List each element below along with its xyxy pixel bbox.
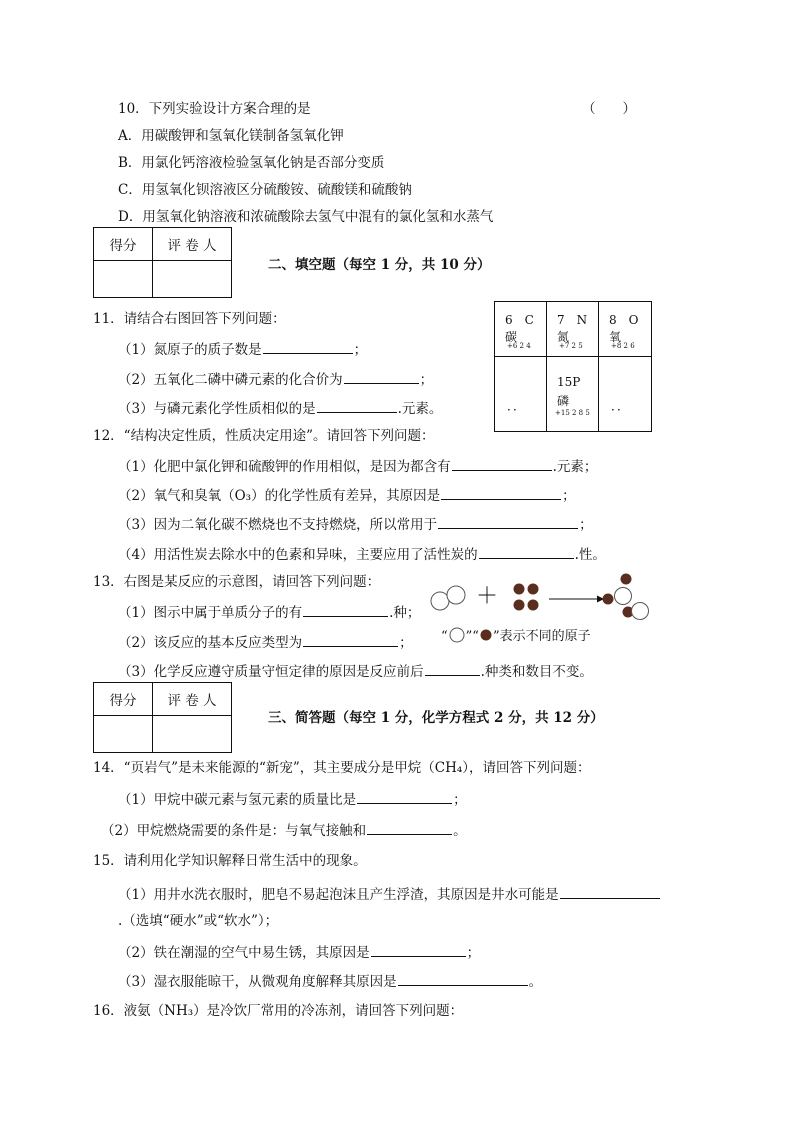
q13-part1: （1）图示中属于单质分子的有 .种； bbox=[118, 602, 420, 622]
q12-part2: （2）氧气和臭氧（O₃）的化学性质有差异，其原因是 ； bbox=[118, 485, 576, 505]
white-atom-icon bbox=[448, 627, 466, 643]
q10-option-c: C．用氢氧化钡溶液区分硫酸铵、硫酸镁和硫酸钠 bbox=[118, 182, 412, 198]
grader-header: 评 卷 人 bbox=[153, 683, 232, 716]
answer-blank[interactable] bbox=[317, 398, 397, 413]
answer-blank[interactable] bbox=[438, 514, 578, 529]
answer-blank[interactable] bbox=[441, 485, 561, 500]
element-cell-carbon: 6 C 碳 +6 2 4 bbox=[495, 302, 547, 357]
element-cell-oxygen: 8 O 氧 +8 2 6 bbox=[599, 302, 651, 357]
q10-answer-paren: （ ） bbox=[582, 101, 636, 117]
element-cell-blank-1: ．． bbox=[495, 357, 547, 431]
q14-part1: （1）甲烷中碳元素与氢元素的质量比是 ； bbox=[118, 789, 467, 809]
score-cell bbox=[94, 261, 153, 298]
atom-legend: “ ”“ ”表示不同的原子 bbox=[441, 629, 591, 644]
q14-stem: 14．“页岩气”是未来能源的“新宠”，其主要成分是甲烷（CH₄），请回答下列问题： bbox=[93, 760, 591, 776]
q15-part1-cont: .（选填“硬水”或“软水”）； bbox=[118, 913, 279, 929]
dark-atom-icon bbox=[479, 628, 493, 642]
element-cell-blank-2: ．． bbox=[611, 399, 630, 413]
q11-part3: （3）与磷元素化学性质相似的是 .元素。 bbox=[118, 398, 442, 418]
answer-blank[interactable] bbox=[303, 632, 398, 647]
answer-blank[interactable] bbox=[357, 789, 452, 804]
answer-blank[interactable] bbox=[344, 369, 419, 384]
q11-part2: （2）五氧化二磷中磷元素的化合价为 ； bbox=[118, 369, 433, 389]
atom-structure-diagram: +6 2 4 bbox=[507, 342, 531, 350]
q13-part3: （3）化学反应遵守质量守恒定律的原因是反应前后 .种类和数目不变。 bbox=[118, 661, 593, 681]
answer-blank[interactable] bbox=[371, 942, 466, 957]
plus-sign: ＋ bbox=[476, 584, 499, 609]
section-3-title: 三、简答题（每空 1 分，化学方程式 2 分，共 12 分） bbox=[268, 710, 604, 726]
q14-part2: （2）甲烷燃烧需要的条件是：与氧气接触和 。 bbox=[101, 820, 467, 840]
atom-structure-diagram: +7 2 5 bbox=[559, 342, 583, 350]
q10-option-a: A．用碳酸钾和氢氧化镁制备氢氧化钾 bbox=[118, 128, 344, 144]
section-2-title: 二、填空题（每空 1 分，共 10 分） bbox=[268, 257, 491, 273]
reactant-molecule-dark bbox=[514, 584, 539, 611]
score-header: 得分 bbox=[94, 683, 153, 716]
answer-blank[interactable] bbox=[367, 820, 452, 835]
q16-stem: 16．液氨（NH₃）是冷饮厂常用的冷冻剂，请回答下列问题： bbox=[93, 1003, 464, 1019]
answer-blank[interactable] bbox=[425, 661, 480, 676]
q15-part2: （2）铁在潮湿的空气中易生锈，其原因是 ； bbox=[118, 942, 480, 962]
answer-blank[interactable] bbox=[398, 971, 528, 986]
reaction-diagram bbox=[425, 570, 665, 630]
atom-structure-diagram: +15 2 8 5 bbox=[555, 409, 590, 417]
q12-stem: 12．“结构决定性质，性质决定用途”。请回答下列问题： bbox=[93, 428, 435, 444]
score-table-1 bbox=[93, 227, 232, 298]
element-cell-nitrogen: 7 N 氮 +7 2 5 bbox=[547, 302, 599, 357]
q15-stem: 15．请利用化学知识解释日常生活中的现象。 bbox=[93, 853, 367, 869]
grader-header: 评 卷 人 bbox=[153, 228, 232, 261]
atom-structure-diagram: +8 2 6 bbox=[611, 342, 635, 350]
answer-blank[interactable] bbox=[560, 884, 660, 899]
q15-part3: （3）湿衣服能晾干，从微观角度解释其原因是 。 bbox=[118, 971, 542, 991]
element-cell-phosphorus: 15P 磷 +15 2 8 5 bbox=[547, 357, 599, 431]
q13-part2: （2）该反应的基本反应类型为 ； bbox=[118, 632, 413, 652]
q12-part3: （3）因为二氧化碳不燃烧也不支持燃烧，所以常用于 ； bbox=[118, 514, 593, 534]
grader-cell bbox=[153, 261, 232, 298]
reactant-molecule-white bbox=[431, 586, 465, 610]
answer-blank[interactable] bbox=[303, 602, 388, 617]
q11-part1: （1）氮原子的质子数是 ； bbox=[118, 339, 367, 359]
score-cell bbox=[94, 716, 153, 753]
q10-option-d: D．用氢氧化钠溶液和浓硫酸除去氢气中混有的氯化氢和水蒸气 bbox=[118, 209, 494, 225]
q12-part4: （4）用活性炭去除水中的色素和异味，主要应用了活性炭的 .性。 bbox=[118, 544, 606, 564]
score-header: 得分 bbox=[94, 228, 153, 261]
q10-stem: 10．下列实验设计方案合理的是 bbox=[118, 101, 311, 117]
product-molecule bbox=[603, 574, 649, 620]
q11-stem: 11．请结合右图回答下列问题： bbox=[93, 311, 286, 327]
q10-option-b: B．用氯化钙溶液检验氢氧化钠是否部分变质 bbox=[118, 155, 385, 171]
answer-blank[interactable] bbox=[263, 339, 353, 354]
answer-blank[interactable] bbox=[452, 456, 552, 471]
score-table-2 bbox=[93, 682, 232, 753]
q12-part1: （1）化肥中氯化钾和硫酸钾的作用相似，是因为都含有 .元素； bbox=[118, 456, 597, 476]
answer-blank[interactable] bbox=[479, 544, 574, 559]
q15-part1: （1）用井水洗衣服时，肥皂不易起泡沫且产生浮渣，其原因是井水可能是 bbox=[118, 884, 661, 904]
q13-stem: 13．右图是某反应的示意图，请回答下列问题： bbox=[93, 574, 381, 590]
element-grid bbox=[494, 301, 652, 432]
grader-cell bbox=[153, 716, 232, 753]
